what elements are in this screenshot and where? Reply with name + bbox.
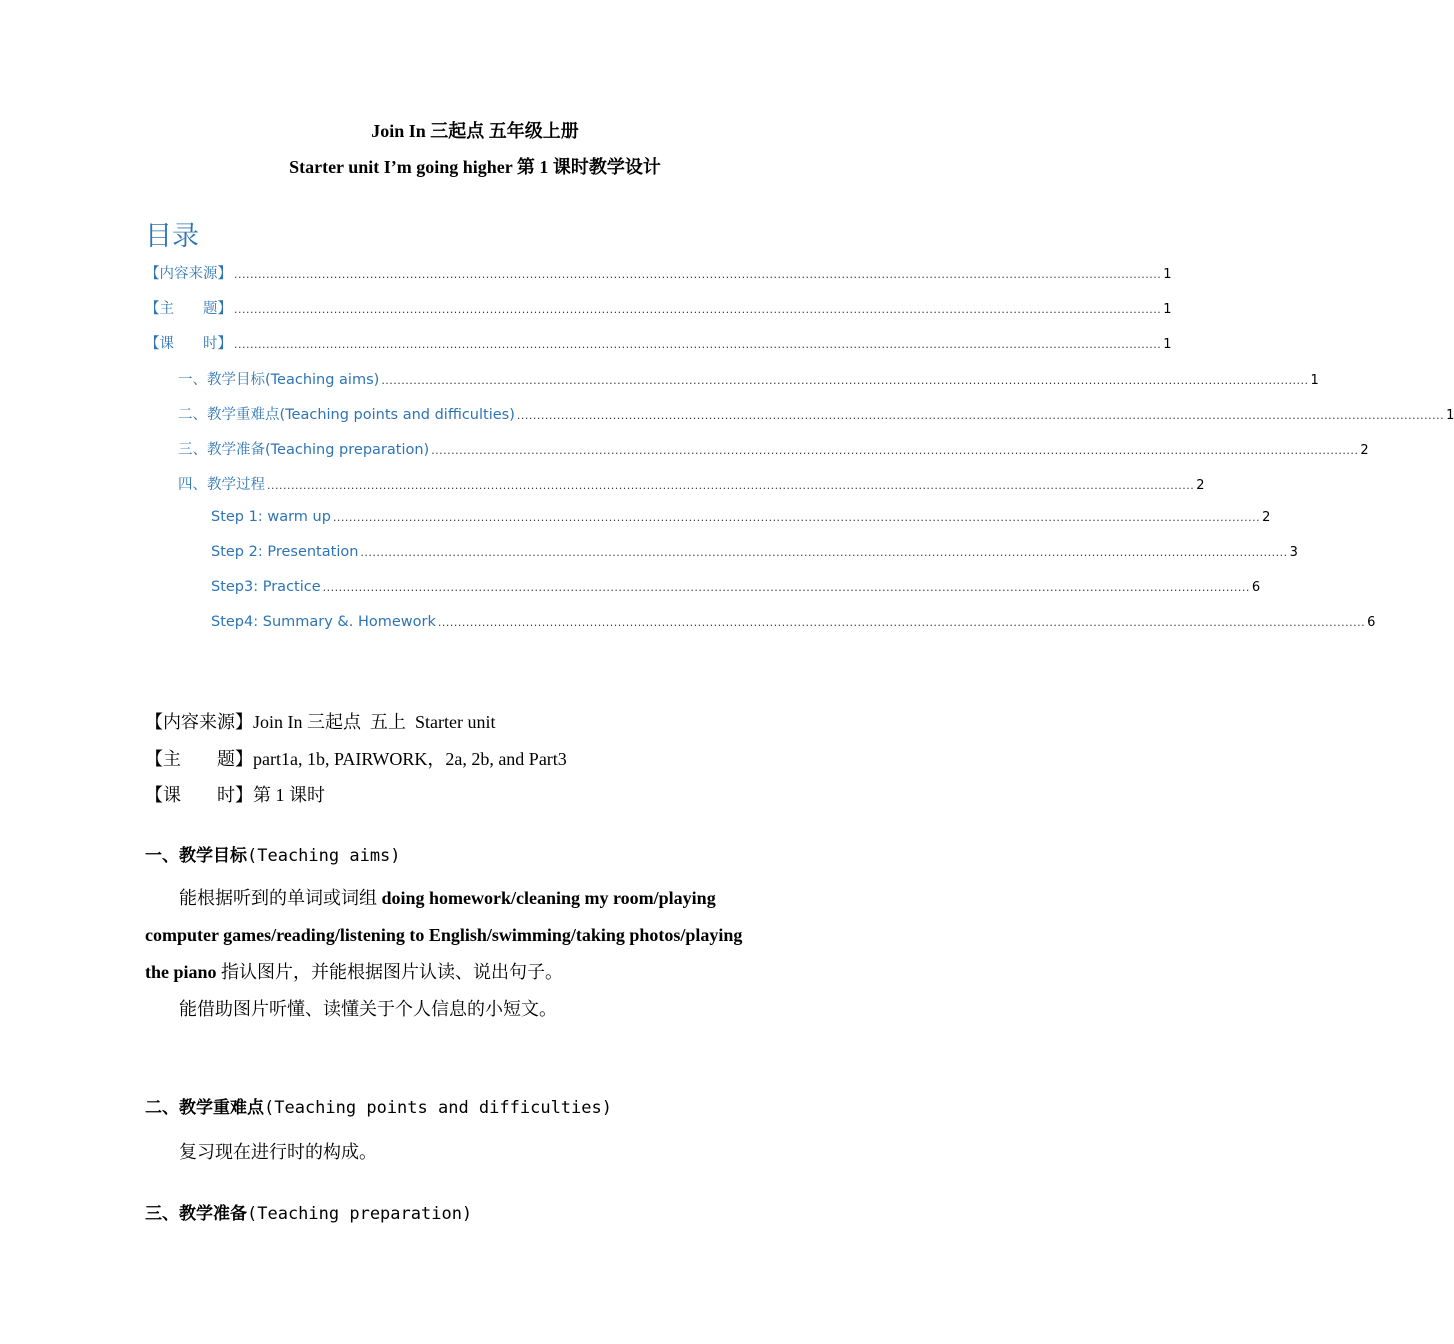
aims-paragraphs [145, 880, 805, 1028]
points-paragraphs [145, 1134, 805, 1171]
toc-leader-dots: ........................................................................................................................................................................................................................................ [360, 546, 1288, 559]
toc-leader-dots: ........................................................................................................................................................................................................................................ [267, 479, 1195, 492]
toc-leader-dots: ........................................................................................................................................................................................................................................ [234, 303, 1162, 316]
points-paragraph-1: 复习现在进行时的构成。 [179, 1142, 377, 1162]
toc-item-label: Step3: Practice [211, 579, 321, 595]
topic-line: 【主 题】part1a, 1b, PAIRWORK，2a, 2b, and Part3 [145, 749, 567, 769]
toc-item-label: Step4: Summary &. Homework [211, 614, 436, 630]
toc-item-page: 2 [1196, 478, 1205, 493]
toc-leader-dots: ........................................................................................................................................................................................................................................ [234, 338, 1162, 351]
toc-item[interactable] [145, 297, 1172, 317]
toc-item[interactable] [211, 544, 1298, 564]
toc-item-page: 1 [1163, 267, 1172, 282]
document-title-line1: Join In 三起点 五年级上册 [371, 121, 579, 141]
toc-item[interactable] [178, 403, 1454, 423]
section-heading-points [145, 1093, 612, 1118]
toc-item[interactable] [178, 368, 1319, 388]
toc-item-label: 一、教学目标(Teaching aims) [178, 372, 380, 388]
toc-item-page: 6 [1367, 615, 1376, 630]
toc-item-page: 1 [1446, 408, 1454, 423]
toc-item-page: 3 [1289, 545, 1298, 560]
document-title-line2: Starter unit I’m going higher 第 1 课时教学设计 [289, 157, 661, 177]
toc-leader-dots: ........................................................................................................................................................................................................................................ [437, 616, 1366, 629]
toc-item-page: 1 [1163, 337, 1172, 352]
toc-leader-dots: ........................................................................................................................................................................................................................................ [332, 511, 1261, 524]
toc-leader-dots: ........................................................................................................................................................................................................................................ [516, 409, 1445, 422]
toc-item[interactable] [145, 332, 1172, 352]
toc-leader-dots: ........................................................................................................................................................................................................................................ [322, 581, 1250, 594]
toc-item[interactable] [145, 262, 1172, 282]
section-heading-en: (Teaching preparation) [247, 1204, 473, 1224]
toc-item-page: 1 [1310, 373, 1319, 388]
aims-text: 能根据听到的单词或词组 [179, 888, 382, 908]
period-line: 【课 时】第 1 课时 [145, 785, 325, 805]
aims-paragraph-1-cont [145, 917, 805, 954]
aims-vocab: computer games/reading/listening to English/swimming/taking photos/playing [145, 925, 743, 945]
toc-item-label: Step 2: Presentation [211, 544, 359, 560]
toc-item[interactable] [211, 614, 1376, 634]
toc-item-page: 2 [1360, 443, 1369, 458]
toc-item-label: 【内容来源】 [145, 266, 232, 282]
section-heading-aims [145, 841, 401, 866]
aims-vocab: doing homework/cleaning my room/playing [381, 888, 716, 908]
section-heading-preparation [145, 1199, 472, 1224]
toc-item-label: 四、教学过程 [178, 477, 265, 493]
content-source-line: 【内容来源】Join In 三起点 五上 Starter unit [145, 712, 496, 732]
toc-leader-dots: ........................................................................................................................................................................................................................................ [431, 444, 1359, 457]
aims-text: 指认图片，并能根据图片认读、说出句子。 [216, 962, 564, 982]
toc-leader-dots: ........................................................................................................................................................................................................................................ [234, 268, 1162, 281]
toc-heading: 目录 [145, 221, 199, 252]
section-heading-cn: 一、教学目标 [145, 846, 247, 866]
toc-item-label: 二、教学重难点(Teaching points and difficulties) [178, 407, 515, 423]
aims-paragraph-1-end [145, 954, 805, 991]
toc-item-page: 1 [1163, 302, 1172, 317]
toc-item-page: 2 [1262, 510, 1271, 525]
aims-paragraph-1 [145, 880, 805, 917]
toc-item[interactable] [211, 509, 1271, 529]
aims-vocab: the piano [145, 962, 217, 982]
section-heading-cn: 三、教学准备 [145, 1204, 247, 1224]
section-heading-en: (Teaching aims) [247, 846, 401, 866]
toc-item-label: 【课 时】 [145, 336, 232, 352]
section-heading-cn: 二、教学重难点 [145, 1098, 264, 1118]
toc-item[interactable] [178, 438, 1369, 458]
toc-item-label: Step 1: warm up [211, 509, 331, 525]
toc-item-page: 6 [1251, 580, 1261, 595]
aims-paragraph-2: 能借助图片听懂、读懂关于个人信息的小短文。 [179, 999, 557, 1019]
section-heading-en: (Teaching points and difficulties) [264, 1098, 612, 1118]
toc-item-label: 三、教学准备(Teaching preparation) [178, 442, 430, 458]
toc-leader-dots: ........................................................................................................................................................................................................................................ [381, 374, 1309, 387]
toc-item-label: 【主 题】 [145, 301, 232, 317]
toc-item[interactable] [211, 579, 1261, 599]
toc-item[interactable] [178, 473, 1205, 493]
